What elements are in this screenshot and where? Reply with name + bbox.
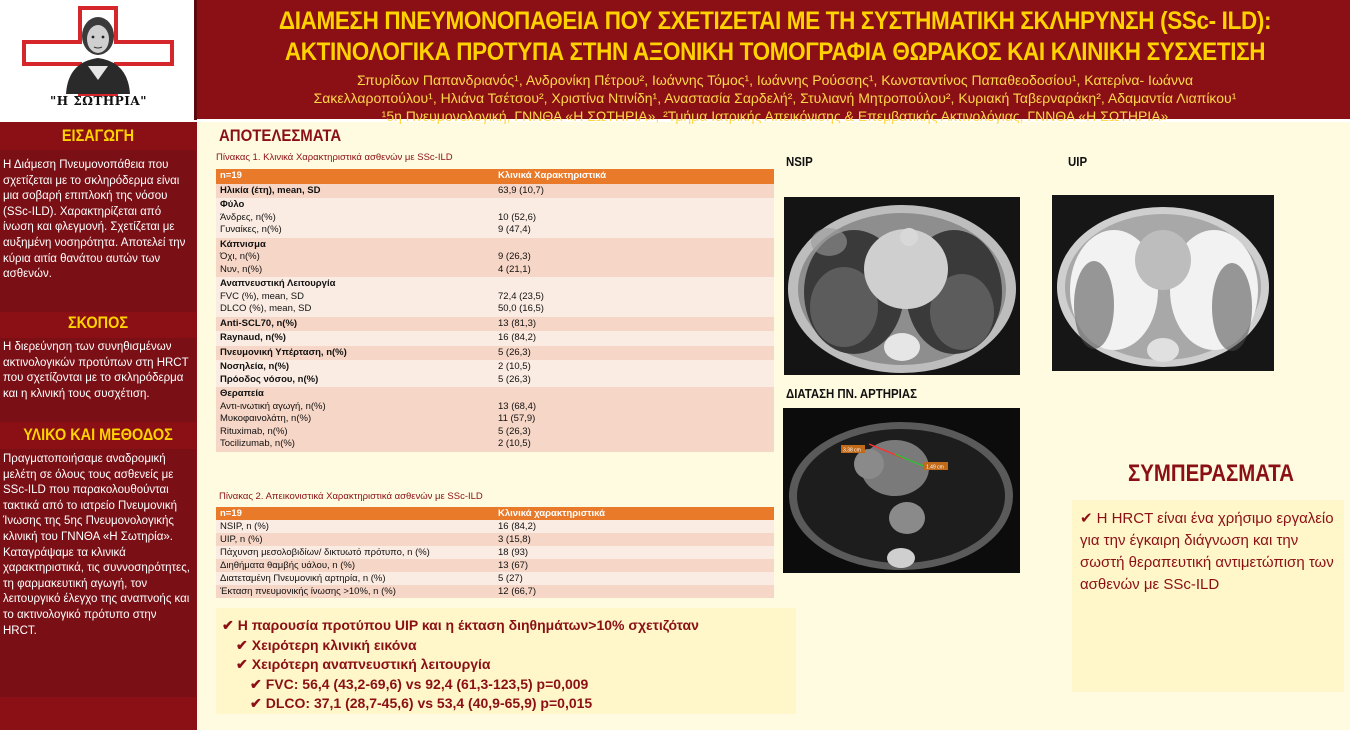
table2-header-cell: Κλινικά χαρακτηριστικά — [494, 507, 774, 520]
table-cell-value: 12 (66,7) — [494, 585, 774, 598]
logo-portrait-icon — [22, 6, 174, 96]
table1-header-cell: n=19 — [216, 169, 494, 184]
table-row — [216, 238, 774, 278]
check-icon: ✔ — [236, 656, 248, 672]
table1-caption: Πίνακας 1. Κλινικά Χαρακτηριστικά ασθενών με SSc-ILD — [216, 152, 453, 163]
table-cell-value: 10 (52,6) 9 (47,4) — [494, 198, 774, 238]
finding-item: ✔ Χειρότερη αναπνευστική λειτουργία — [236, 656, 491, 672]
table-cell-value: 18 (93) — [494, 546, 774, 559]
finding-item: ✔ Χειρότερη κλινική εικόνα — [236, 637, 417, 653]
table-cell-value: 16 (84,2) — [494, 520, 774, 533]
table-row — [216, 277, 774, 317]
table-row — [216, 360, 774, 387]
table-cell-label: Έκταση πνευμονικής ίνωσης >10%, n (%) — [216, 585, 494, 598]
table-cell-label: Πνευμονική Υπέρταση, n(%) — [216, 346, 494, 361]
table-cell-value: 3 (15,8) — [494, 533, 774, 546]
finding-item: ✔ Η παρουσία προτύπου UIP και η έκταση διηθημάτων>10% σχετιζόταν — [222, 617, 699, 633]
table2-caption: Πίνακας 2. Απεικονιστικά Χαρακτηριστικά ασθενών με SSc-ILD — [219, 491, 483, 502]
table-cell-value: 63,9 (10,7) — [494, 184, 774, 199]
table2-header-row — [216, 507, 774, 520]
table-cell-value: 16 (84,2) — [494, 331, 774, 346]
table-row — [216, 387, 774, 452]
pulmonary-artery-label: ΔΙΑΤΑΣΗ ΠΝ. ΑΡΤΗΡΙΑΣ — [786, 386, 917, 401]
table-cell-label: Θεραπεία Αντι-ινωτική αγωγή, n(%) Μυκοφαινολάτη, n(%) Rituximab, n(%) Tocilizumab, n(%) — [216, 387, 494, 452]
table1-header-cell: Κλινικά Χαρακτηριστικά — [494, 169, 774, 184]
table-row — [216, 346, 774, 361]
poster-title-line-1: ΔΙΑΜΕΣΗ ΠΝΕΥΜΟΝΟΠΑΘΕΙΑ ΠΟΥ ΣΧΕΤΙΖΕΤΑΙ ΜΕ ΤΗ ΣΥΣΤΗΜΑΤΙΚΗ ΣΚΛΗΡΥΝΣΗ (SSc- ILD): — [278, 7, 1272, 35]
table-cell-label: Κάπνισμα Όχι, n(%) Νυν, n(%) — [216, 238, 494, 278]
uip-ct-image — [1052, 195, 1274, 371]
aim-text: Η διερεύνηση των συνηθισμένων ακτινολογικών προτύπων στη HRCT που σχετίζονται με το σκληρόδερμα και η κλινική τους συσχέτιση. — [3, 341, 189, 400]
authors-line-2: Σακελλαροπούλου¹, Ηλιάνα Τσέτσου², Χριστίνα Ντινίδη¹, Αναστασία Σαρδελή², Στυλιανή Μητροπούλου², Κυριακή Ταβερναράκη², Αδαμαντία Λιαπίκου¹ — [313, 90, 1237, 106]
table-cell-label: Anti-SCL70, n(%) — [216, 317, 494, 332]
table-cell-label: Διηθήματα θαμβής υάλου, n (%) — [216, 559, 494, 572]
authors-line-1: Σπυρίδων Παπανδριανός¹, Ανδρονίκη Πέτρου², Ιωάννης Τόμος¹, Ιωάννης Ρούσσης¹, Κωνσταντίνος Παπαθεοδοσίου¹, Κατερίνα- Ιωάννα — [356, 72, 1194, 88]
table-cell-value: 13 (81,3) — [494, 317, 774, 332]
clinical-characteristics-table — [216, 169, 774, 452]
uip-label: UIP — [1068, 154, 1088, 169]
header — [0, 0, 1350, 122]
table-cell-label: Ηλικία (έτη), mean, SD — [216, 184, 494, 199]
table2-body — [216, 520, 774, 598]
aim-heading: ΣΚΟΠΟΣ — [67, 313, 129, 332]
table-row — [216, 546, 774, 559]
check-icon: ✔ — [250, 695, 262, 711]
logo-caption: "Η ΣΩΤΗΡΙΑ" — [50, 94, 147, 108]
finding-item: ✔ FVC: 56,4 (43,2-69,6) vs 92,4 (61,3-123,5) p=0,009 — [250, 676, 589, 692]
table-row — [216, 533, 774, 546]
table-cell-value: 72,4 (23,5) 50,0 (16,5) — [494, 277, 774, 317]
conclusions-box — [1072, 500, 1344, 692]
table-row — [216, 331, 774, 346]
table1-header-row — [216, 169, 774, 184]
methods-text: Πραγματοποιήσαμε αναδρομική μελέτη σε όλους τους ασθενείς με SSc-ILD που παρακολουθούνται τακτικά από το ιατρείο Πνευμονική Ίνωσης της 5ης Πνευμονολογικής κλινική του ΓΝΝΘΑ «Η Σωτηρία». Καταγράψαμε τα κλινικά χαρακτηριστικά, τις συννοσηρότητες, τη φαρμακευτική αγωγή, τον λειτουργικό έλεγχο της αναπνοής και το ακτινολογικό πρότυπο στην HRCT. — [3, 453, 190, 637]
table-cell-label: Νοσηλεία, n(%) Πρόοδος νόσου, n(%) — [216, 360, 494, 387]
table-cell-value: 2 (10,5) 5 (26,3) — [494, 360, 774, 387]
affiliations: ¹5η Πνευμονολογική, ΓΝΝΘΑ «Η ΣΩΤΗΡΙΑ», ²Τμήμα Ιατρικής Απεικόνισης & Επεμβατικής Ακτινολόγιας, ΓΝΝΘΑ «Η ΣΩΤΗΡΙΑ» — [381, 108, 1169, 124]
conclusions-heading: ΣΥΜΠΕΡΑΣΜΑΤΑ — [1128, 460, 1294, 487]
table-row — [216, 198, 774, 238]
check-icon: ✔ — [236, 637, 248, 653]
table-cell-value: 9 (26,3) 4 (21,1) — [494, 238, 774, 278]
pa-measure-2: 1.49 cm — [926, 464, 944, 471]
imaging-characteristics-table — [216, 507, 774, 598]
table-row — [216, 572, 774, 585]
table-row — [216, 559, 774, 572]
table-row — [216, 317, 774, 332]
conclusions-text: ✔ Η HRCT είναι ένα χρήσιμο εργαλείο για την έγκαιρη διάγνωση και την σωστή θεραπευτική αντιμετώπιση των ασθενών με SSc-ILD — [1080, 510, 1334, 593]
methods-heading: ΥΛΙΚΟ ΚΑΙ ΜΕΘΟΔΟΣ — [23, 425, 173, 444]
table-cell-label: UIP, n (%) — [216, 533, 494, 546]
intro-heading: ΕΙΣΑΓΩΓΗ — [61, 126, 135, 145]
table2-header-cell: n=19 — [216, 507, 494, 520]
results-heading: ΑΠΟΤΕΛΕΣΜΑΤΑ — [219, 126, 342, 145]
table-cell-value: 13 (67) — [494, 559, 774, 572]
pa-measure-1: 3.38 cm — [843, 447, 861, 454]
hospital-logo — [0, 0, 197, 120]
table-row — [216, 585, 774, 598]
nsip-ct-image — [784, 197, 1020, 375]
table1-body — [216, 184, 774, 452]
table-cell-value: 5 (26,3) — [494, 346, 774, 361]
table-cell-label: Φύλο Άνδρες, n(%) Γυναίκες, n(%) — [216, 198, 494, 238]
table-cell-label: Διατεταμένη Πνευμονική αρτηρία, n (%) — [216, 572, 494, 585]
table-cell-label: Αναπνευστική Λειτουργία FVC (%), mean, SD DLCO (%), mean, SD — [216, 277, 494, 317]
findings-box — [216, 608, 796, 714]
title-block — [200, 6, 1350, 125]
table-cell-value: 13 (68,4) 11 (57,9) 5 (26,3) 2 (10,5) — [494, 387, 774, 452]
finding-item: ✔ DLCO: 37,1 (28,7-45,6) vs 53,4 (40,9-65,9) p=0,015 — [250, 695, 593, 711]
table-row — [216, 520, 774, 533]
check-icon: ✔ — [1080, 510, 1093, 527]
left-column — [0, 122, 197, 730]
table-cell-label: NSIP, n (%) — [216, 520, 494, 533]
pulmonary-artery-ct-image — [783, 408, 1020, 573]
table-cell-label: Πάχυνση μεσολοβιδίων/ δικτυωτό πρότυπο, n (%) — [216, 546, 494, 559]
table-cell-value: 5 (27) — [494, 572, 774, 585]
check-icon: ✔ — [250, 676, 262, 692]
table-cell-label: Raynaud, n(%) — [216, 331, 494, 346]
check-icon: ✔ — [222, 617, 234, 633]
table-row — [216, 184, 774, 199]
poster-title-line-2: ΑΚΤΙΝΟΛΟΓΙΚΑ ΠΡΟΤΥΠΑ ΣΤΗΝ ΑΞΟΝΙΚΗ ΤΟΜΟΓΡΑΦΙΑ ΘΩΡΑΚΟΣ ΚΑΙ ΚΛΙΝΙΚΗ ΣΥΣΧΕΤΙΣΗ — [284, 38, 1266, 66]
nsip-label: NSIP — [786, 154, 813, 169]
intro-text: Η Διάμεση Πνευμονοπάθεια που σχετίζεται με το σκληρόδερμα είναι μια σοβαρή επιπλοκή της νόσου (SSc-ILD). Χαρακτηρίζεται από ίνωση και φλεγμονή. Σχετίζεται με αυξημένη νοσηρότητα. Αποτελεί την κύρια αιτία θανάτου αυτών των ασθενών. — [3, 159, 186, 281]
